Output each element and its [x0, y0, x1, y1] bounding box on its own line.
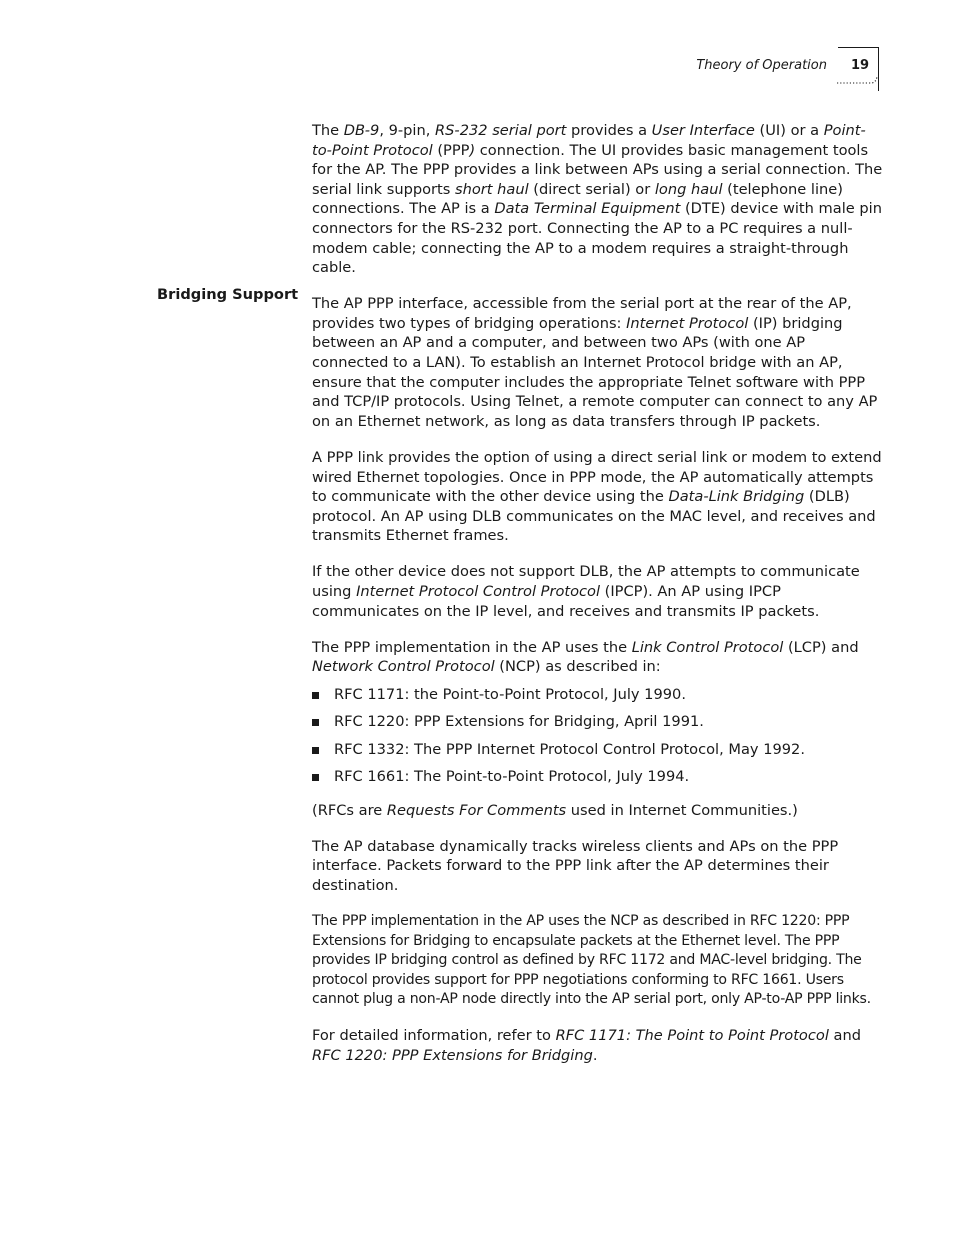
header-rule-vertical: [878, 47, 879, 91]
text-run: The: [312, 122, 344, 139]
paragraph-rfc-note: [312, 801, 884, 821]
text-run: The AP PPP interface, accessible from the serial port at the rear of the AP, provides two types of bridging operations:: [312, 295, 852, 332]
emphasized-term: User Interface: [651, 122, 755, 139]
text-run: (RFCs are: [312, 801, 387, 819]
paragraph-lcp-ncp: [312, 638, 884, 677]
list-item: [312, 740, 884, 760]
page-number: 19: [851, 58, 870, 73]
text-run: (direct serial) or: [528, 180, 655, 198]
emphasized-term: Point-to-Point Protocol: [312, 122, 866, 159]
emphasized-term: RFC 1171: The Point to Point Protocol: [555, 1027, 829, 1045]
emphasized-term: Requests For Comments: [386, 801, 567, 819]
emphasized-term: ): [469, 141, 476, 159]
emphasized-term: DB-9: [343, 122, 380, 139]
text-run: and: [828, 1027, 861, 1045]
text-run: The PPP implementation in the AP uses the NCP as described in RFC 1220: PPP Extensions for Bridging to encapsulate packets at the Ethernet level. The PPP provides IP bridging control as defined by RFC 1172 and MAC-level bridging. The protocol provides support for PPP negotiations conforming to RFC 1661. Users cannot plug a non-AP node directly into the AP serial port, only AP-to-AP PPP links.: [312, 912, 871, 1008]
text-run: connection. The UI provides basic management tools for the AP. The PPP provides a link between APs using a serial connection. The serial link supports: [312, 141, 883, 198]
list-item-text: RFC 1171: the Point-to-Point Protocol, July 1990.: [334, 685, 686, 703]
bullet-square-icon: [312, 774, 319, 781]
emphasized-term: RFC 1220: PPP Extensions for Bridging: [312, 1047, 593, 1065]
emphasized-term: short haul: [455, 180, 529, 198]
emphasized-term: Link Control Protocol: [631, 638, 784, 656]
list-item-text: RFC 1332: The PPP Internet Protocol Control Protocol, May 1992.: [334, 740, 805, 758]
text-run: The PPP implementation in the AP uses the: [312, 638, 632, 656]
paragraph-ipcp: [312, 562, 884, 621]
text-run: used in Internet Communities.): [566, 801, 798, 819]
header-dotted-rule: [836, 76, 878, 86]
text-run: (LCP) and: [783, 638, 859, 656]
text-run: For detailed information, refer to: [312, 1027, 556, 1045]
text-run: The AP database dynamically tracks wireless clients and APs on the PPP interface. Packets forward to the PPP link after the AP determines their destination.: [312, 837, 839, 894]
rfc-list: [312, 685, 884, 787]
emphasized-term: Data-Link Bridging: [668, 488, 805, 506]
bullet-square-icon: [312, 719, 319, 726]
list-item-text: RFC 1661: The Point-to-Point Protocol, July 1994.: [334, 768, 690, 786]
list-item: [312, 712, 884, 732]
bullet-square-icon: [312, 747, 319, 754]
list-item: [312, 685, 884, 705]
text-run: .: [592, 1047, 598, 1065]
text-run: (telephone line) connections. The AP is a: [312, 180, 843, 218]
emphasized-term: Internet Protocol Control Protocol: [356, 582, 601, 600]
text-run: , 9-pin,: [379, 122, 436, 139]
header-rule-horizontal: [838, 47, 878, 48]
text-run: (DTE) device with male pin connectors for the RS-232 port. Connecting the AP to a PC requires a null-modem cable; connecting the AP to a modem requires a straight-through cable.: [312, 200, 882, 277]
paragraph-ppp-link: [312, 448, 884, 546]
list-item-text: RFC 1220: PPP Extensions for Bridging, April 1991.: [334, 713, 704, 731]
section-heading: Bridging Support: [157, 286, 299, 303]
paragraph-ncp-details: [312, 912, 884, 1010]
text-run: (IPCP). An AP using IPCP communicates on the IP level, and receives and transmits IP packets.: [312, 582, 820, 620]
emphasized-term: RS-232 serial port: [435, 122, 567, 139]
text-run: provides a: [566, 122, 652, 139]
paragraph-database: [312, 837, 884, 896]
list-item: [312, 767, 884, 787]
emphasized-term: long haul: [654, 180, 723, 198]
emphasized-term: Data Terminal Equipment: [494, 200, 681, 218]
body-column: [312, 121, 884, 1082]
text-run: If the other device does not support DLB, the AP attempts to communicate using: [312, 563, 860, 600]
paragraph-bridging-ops: [312, 294, 884, 431]
running-header-title: Theory of Operation: [696, 58, 827, 73]
paragraph-references: [312, 1026, 884, 1065]
text-run: (PPP: [432, 141, 470, 159]
emphasized-term: Network Control Protocol: [312, 658, 495, 676]
paragraph-serial-port: [312, 121, 884, 278]
text-run: (DLB) protocol. An AP using DLB communicates on the MAC level, and receives and transmits Ethernet frames.: [312, 488, 876, 545]
text-run: A PPP link provides the option of using a direct serial link or modem to extend wired Ethernet topologies. Once in PPP mode, the AP automatically attempts to communicate with the other device using the: [312, 448, 882, 506]
text-run: (IP) bridging between an AP and a computer, and between two APs (with one AP connected to a LAN). To establish an Internet Protocol bridge with an AP, ensure that the computer includes the appropriate Telnet software with PPP and TCP/IP protocols. Using Telnet, a remote computer can connect to any AP on an Ethernet network, as long as data transfers through IP packets.: [312, 314, 878, 430]
bullet-square-icon: [312, 692, 319, 699]
emphasized-term: Internet Protocol: [626, 314, 749, 332]
text-run: (UI) or a: [754, 122, 824, 139]
text-run: (NCP) as described in:: [494, 658, 661, 676]
